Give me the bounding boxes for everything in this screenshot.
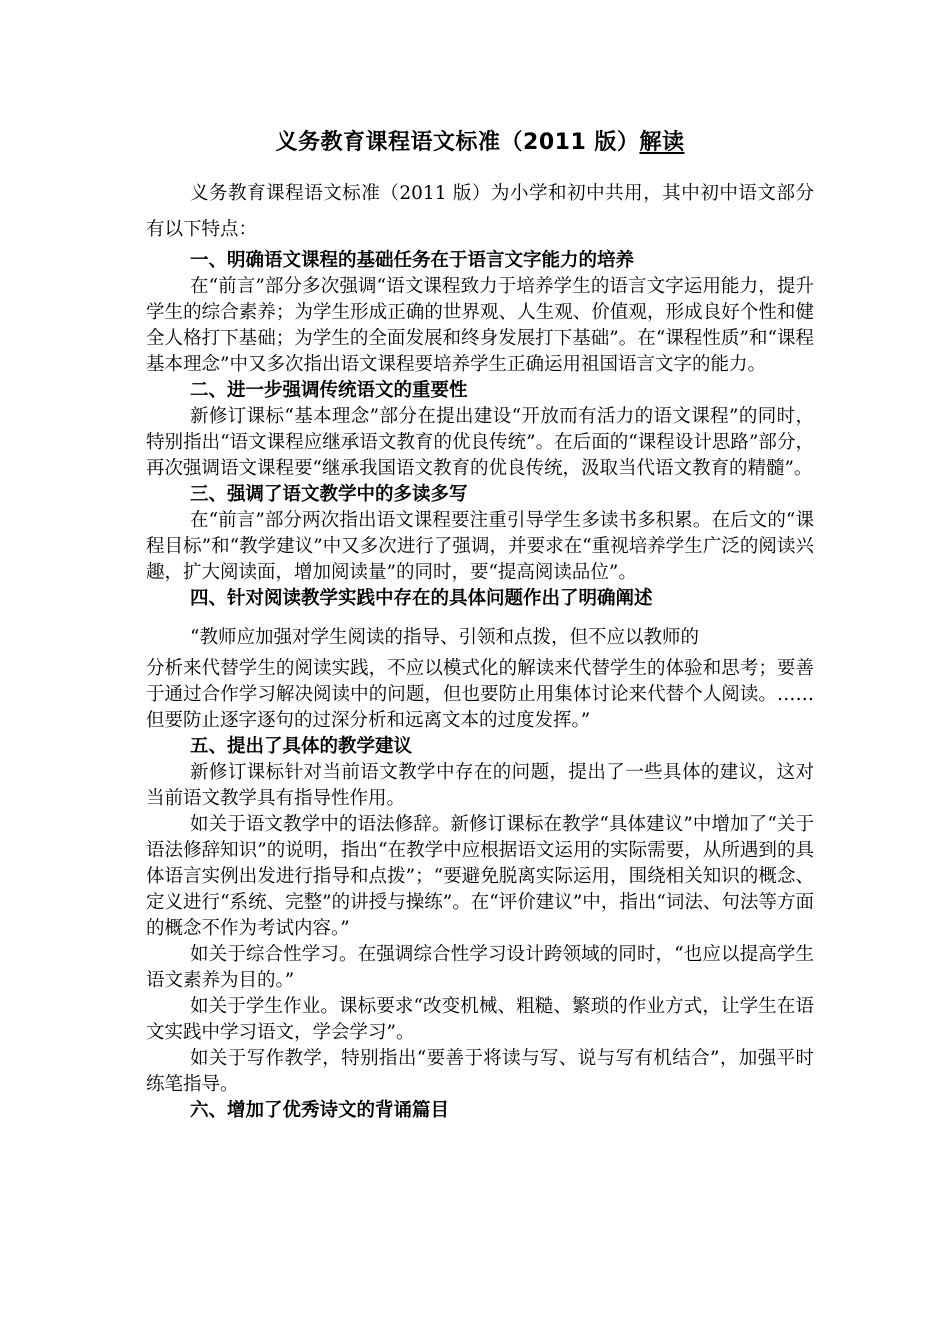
section-5-paragraph: 如关于学生作业。课标要求“改变机械、粗糙、繁琐的作业方式，让学生在语文实践中学习语文，学会学习”。 xyxy=(146,996,814,1043)
document-title xyxy=(146,128,814,158)
document-page xyxy=(146,128,814,1124)
section-4-quote-first-line: “教师应加强对学生阅读的指导、引领和点拨，但不应以教师的 xyxy=(190,627,699,648)
section-heading-5: 五、提出了具体的教学建议 xyxy=(190,736,413,757)
title-underlined: 解读 xyxy=(639,130,685,155)
section-heading-4: 四、针对阅读教学实践中存在的具体问题作出了明确阐述 xyxy=(190,588,653,609)
section-2-paragraph: 新修订课标“基本理念”部分在提出建设“开放而有活力的语文课程”的同时，特别指出“语文课程应继承语文教育的优良传统”。在后面的“课程设计思路”部分，再次强调语文课程要“继承我国语文教育的优良传统，汲取当代语文教育的精髓”。 xyxy=(146,406,814,479)
intro-paragraph: 义务教育课程语文标准（2011 版）为小学和初中共用，其中初中语文部分有以下特点： xyxy=(146,183,814,240)
section-heading-2: 二、进一步强调传统语文的重要性 xyxy=(190,380,468,401)
section-5-paragraph: 新修订课标针对当前语文教学中存在的问题，提出了一些具体的建议，这对当前语文教学具有指导性作用。 xyxy=(146,762,814,809)
section-4-quote-rest: 分析来代替学生的阅读实践，不应以模式化的解读来代替学生的体验和思考；要善于通过合作学习解决阅读中的问题，但也要防止用集体讨论来代替个人阅读。……但要防止逐字逐句的过深分析和远离文本的过度发挥。” xyxy=(146,658,814,731)
section-heading-6: 六、增加了优秀诗文的背诵篇目 xyxy=(190,1100,450,1121)
section-5-paragraph: 如关于写作教学，特别指出“要善于将读与写、说与写有机结合”，加强平时练笔指导。 xyxy=(146,1048,814,1095)
section-1-paragraph: 在“前言”部分多次强调“语文课程致力于培养学生的语言文字运用能力，提升学生的综合素养；为学生形成正确的世界观、人生观、价值观，形成良好个性和健全人格打下基础；为学生的全面发展和终身发展打下基础”。在“课程性质”和“课程基本理念”中又多次指出语文课程要培养学生正确运用祖国语言文字的能力。 xyxy=(146,276,814,375)
section-heading-1: 一、明确语文课程的基础任务在于语言文字能力的培养 xyxy=(190,250,635,271)
section-3-paragraph: 在“前言”部分两次指出语文课程要注重引导学生多读书多积累。在后文的“课程目标”和“教学建议”中又多次进行了强调，并要求在“重视培养学生广泛的阅读兴趣，扩大阅读面，增加阅读量”的同时，要“提高阅读品位”。 xyxy=(146,510,814,583)
title-main: 义务教育课程语文标准（2011 版） xyxy=(275,130,640,155)
section-heading-3: 三、强调了语文教学中的多读多写 xyxy=(190,484,468,505)
section-5-paragraph: 如关于语文教学中的语法修辞。新修订课标在教学“具体建议”中增加了“关于语法修辞知识”的说明，指出“在教学中应根据语文运用的实际需要，从所遇到的具体语言实例出发进行指导和点拨”；“要避免脱离实际运用，围绕相关知识的概念、定义进行“系统、完整”的讲授与操练”。在“评价建议”中，指出“词法、句法等方面的概念不作为考试内容。” xyxy=(146,814,814,939)
section-5-paragraph: 如关于综合性学习。在强调综合性学习设计跨领域的同时，“也应以提高学生语文素养为目的。” xyxy=(146,944,814,991)
